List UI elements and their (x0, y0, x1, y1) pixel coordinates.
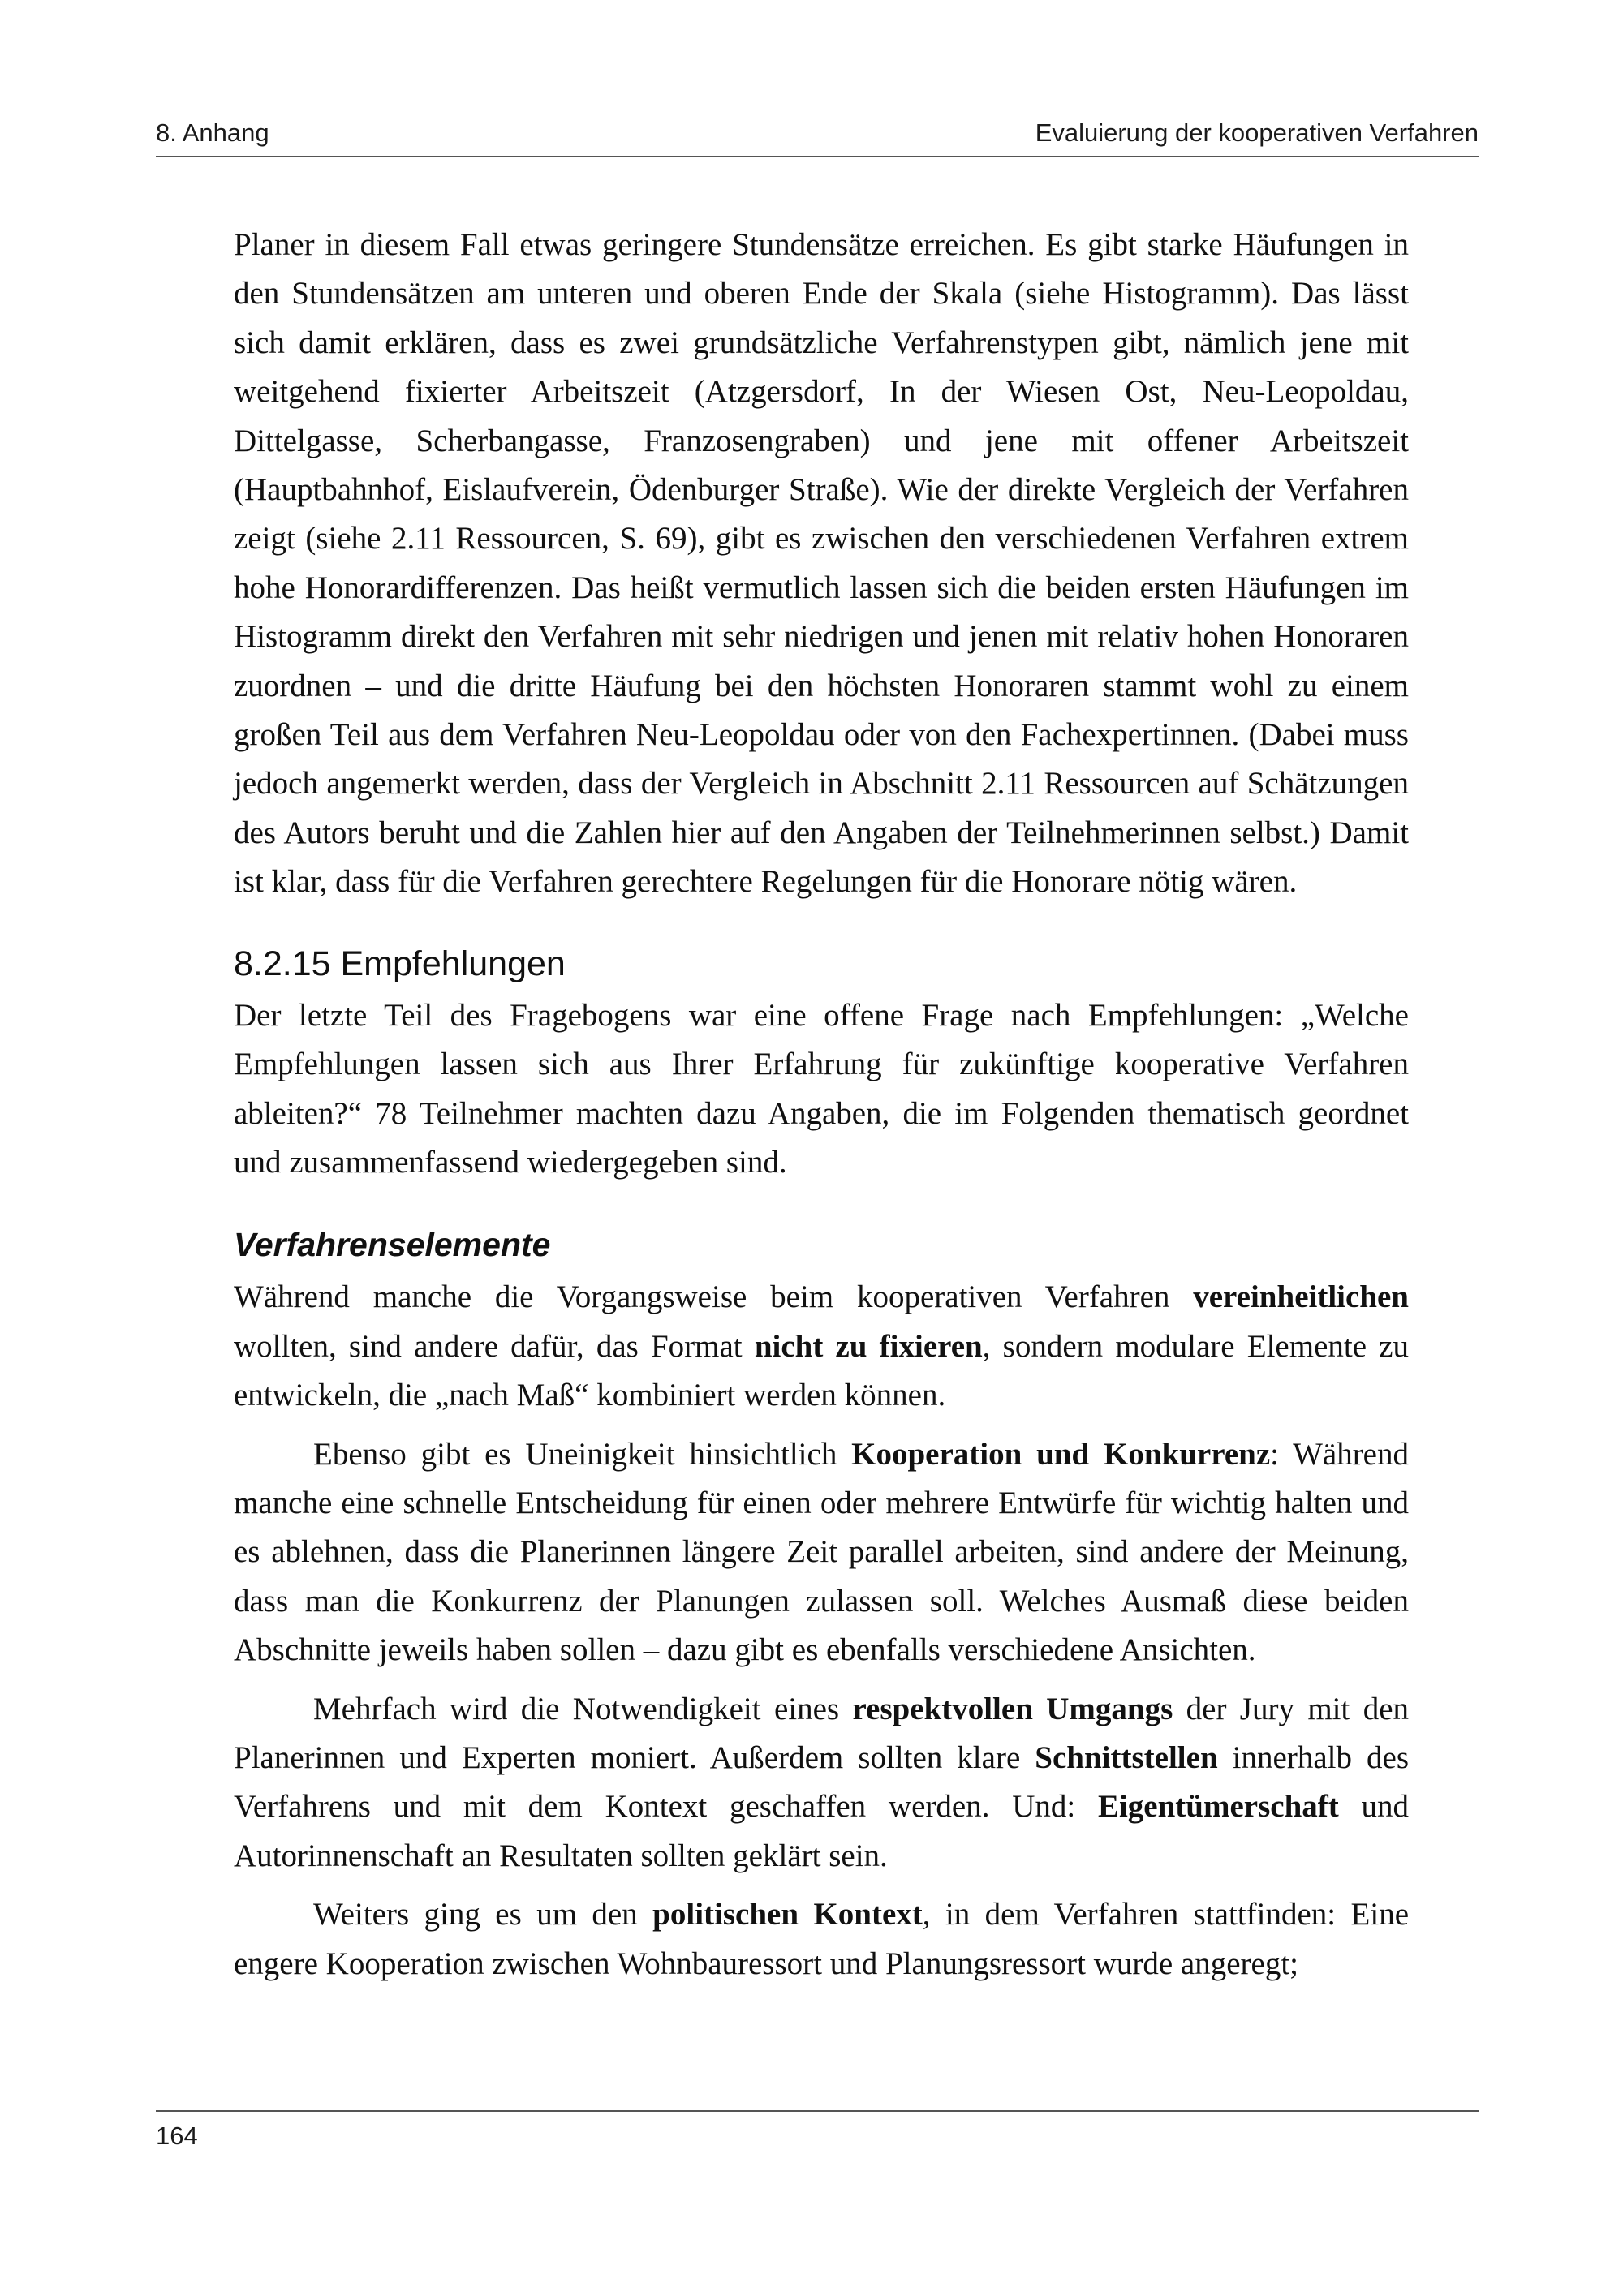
subsection-heading: Verfahrenselemente (234, 1226, 551, 1264)
text: der Jury mit den Planerinnen und Experten moniert. Außerdem sollten klare (234, 1691, 1410, 1775)
emphasis: politischen Kontext (652, 1897, 923, 1933)
text: , sondern modulare Elemente zu entwickeln, die „nach Maß“ kombiniert werden können. (234, 1328, 1410, 1413)
page-body (234, 221, 1409, 1989)
text: Mehrfach wird die Notwendigkeit eines (313, 1691, 853, 1726)
paragraph-4 (234, 1890, 1409, 1989)
text: , in dem Verfahren stattfinden: Eine engere Kooperation zwischen Wohnbauressort und Planungsressort wurde angeregt; (234, 1897, 1410, 1981)
emphasis: nicht zu fixieren (754, 1328, 983, 1364)
text: : Während manche eine schnelle Entscheidung für einen oder mehrere Entwürfe für wichtig halten und es ablehnen, dass die Planerinnen längere Zeit parallel arbeiten, sind andere der Meinung, dass man die Konkurrenz der Planungen zulassen soll. Welches Ausmaß diese beiden Abschnitte jeweils haben sollen – dazu gibt es ebenfalls verschiedene Ansichten. (234, 1436, 1409, 1668)
emphasis: respektvollen Umgangs (852, 1691, 1173, 1726)
text: Ebenso gibt es Uneinigkeit hinsichtlich (313, 1436, 852, 1472)
text: Während manche die Vorgangsweise beim kooperativen Verfahren (234, 1279, 1194, 1315)
paragraph-1 (234, 1273, 1409, 1420)
paragraph-3 (234, 1685, 1409, 1881)
text: innerhalb des Verfahrens und mit dem Kontext geschaffen werden. Und: (234, 1739, 1409, 1825)
page-number: 164 (156, 2122, 198, 2150)
section-heading: 8.2.15 Empfehlungen (234, 944, 566, 983)
running-header (156, 115, 1479, 157)
emphasis: Schnittstellen (1035, 1739, 1218, 1775)
section-paragraph: Der letzte Teil des Fragebogens war eine offene Frage nach Empfehlungen: „Welche Empfehlungen lassen sich aus Ihrer Erfahrung für zukünftige kooperative Verfahren ableiten?“ 78 Teilnehmer machten dazu Angaben, die im Folgenden thematisch geordnet und zusammenfassend wiedergegeben sind. (234, 997, 1409, 1180)
running-footer (156, 2110, 1479, 2148)
header-title: Evaluierung der kooperativen Verfahren (1035, 118, 1479, 147)
text: Weiters ging es um den (313, 1897, 653, 1933)
text: wollten, sind andere dafür, das Format (234, 1328, 755, 1364)
emphasis: Kooperation und Konkurrenz (851, 1436, 1271, 1472)
emphasis: Eigentümerschaft (1097, 1789, 1339, 1825)
intro-paragraph: Planer in diesem Fall etwas geringere Stundensätze erreichen. Es gibt starke Häufungen in den Stundensätzen am unteren und oberen Ende der Skala (siehe Histogramm). Das lässt sich damit erklären, dass es zwei grundsätzliche Verfahrenstypen gibt, nämlich jene mit weitgehend fixierter Arbeitszeit (Atzgersdorf, In der Wiesen Ost, Neu-Leopoldau, Dittelgasse, Scherbangasse, Franzosengraben) und jene mit offener Arbeitszeit (Hauptbahnhof, Eislaufverein, Ödenburger Straße). Wie der direkte Vergleich der Verfahren zeigt (siehe 2.11 Ressourcen, S. 69), gibt es zwischen den verschiedenen Verfahren extrem hohe Honorardifferenzen. Das heißt vermutlich lassen sich die beiden ersten Häufungen im Histogramm direkt den Verfahren mit sehr niedrigen und jenen mit relativ hohen Honoraren zuordnen – und die dritte Häufung bei den höchsten Honoraren stammt wohl zu einem großen Teil aus dem Verfahren Neu-Leopoldau oder von den Fachexpertinnen. (Dabei muss jedoch angemerkt werden, dass der Vergleich in Abschnitt 2.11 Ressourcen auf Schätzungen des Autors beruht und die Zahlen hier auf den Angaben der Teilnehmerinnen selbst.) Damit ist klar, dass für die Verfahren gerechtere Regelungen für die Honorare nötig wären. (234, 227, 1409, 900)
header-chapter: 8. Anhang (156, 118, 269, 147)
paragraph-2 (234, 1430, 1409, 1675)
text: und Autorinnenschaft an Resultaten sollten geklärt sein. (234, 1789, 1410, 1873)
emphasis: vereinheitlichen (1193, 1279, 1409, 1315)
